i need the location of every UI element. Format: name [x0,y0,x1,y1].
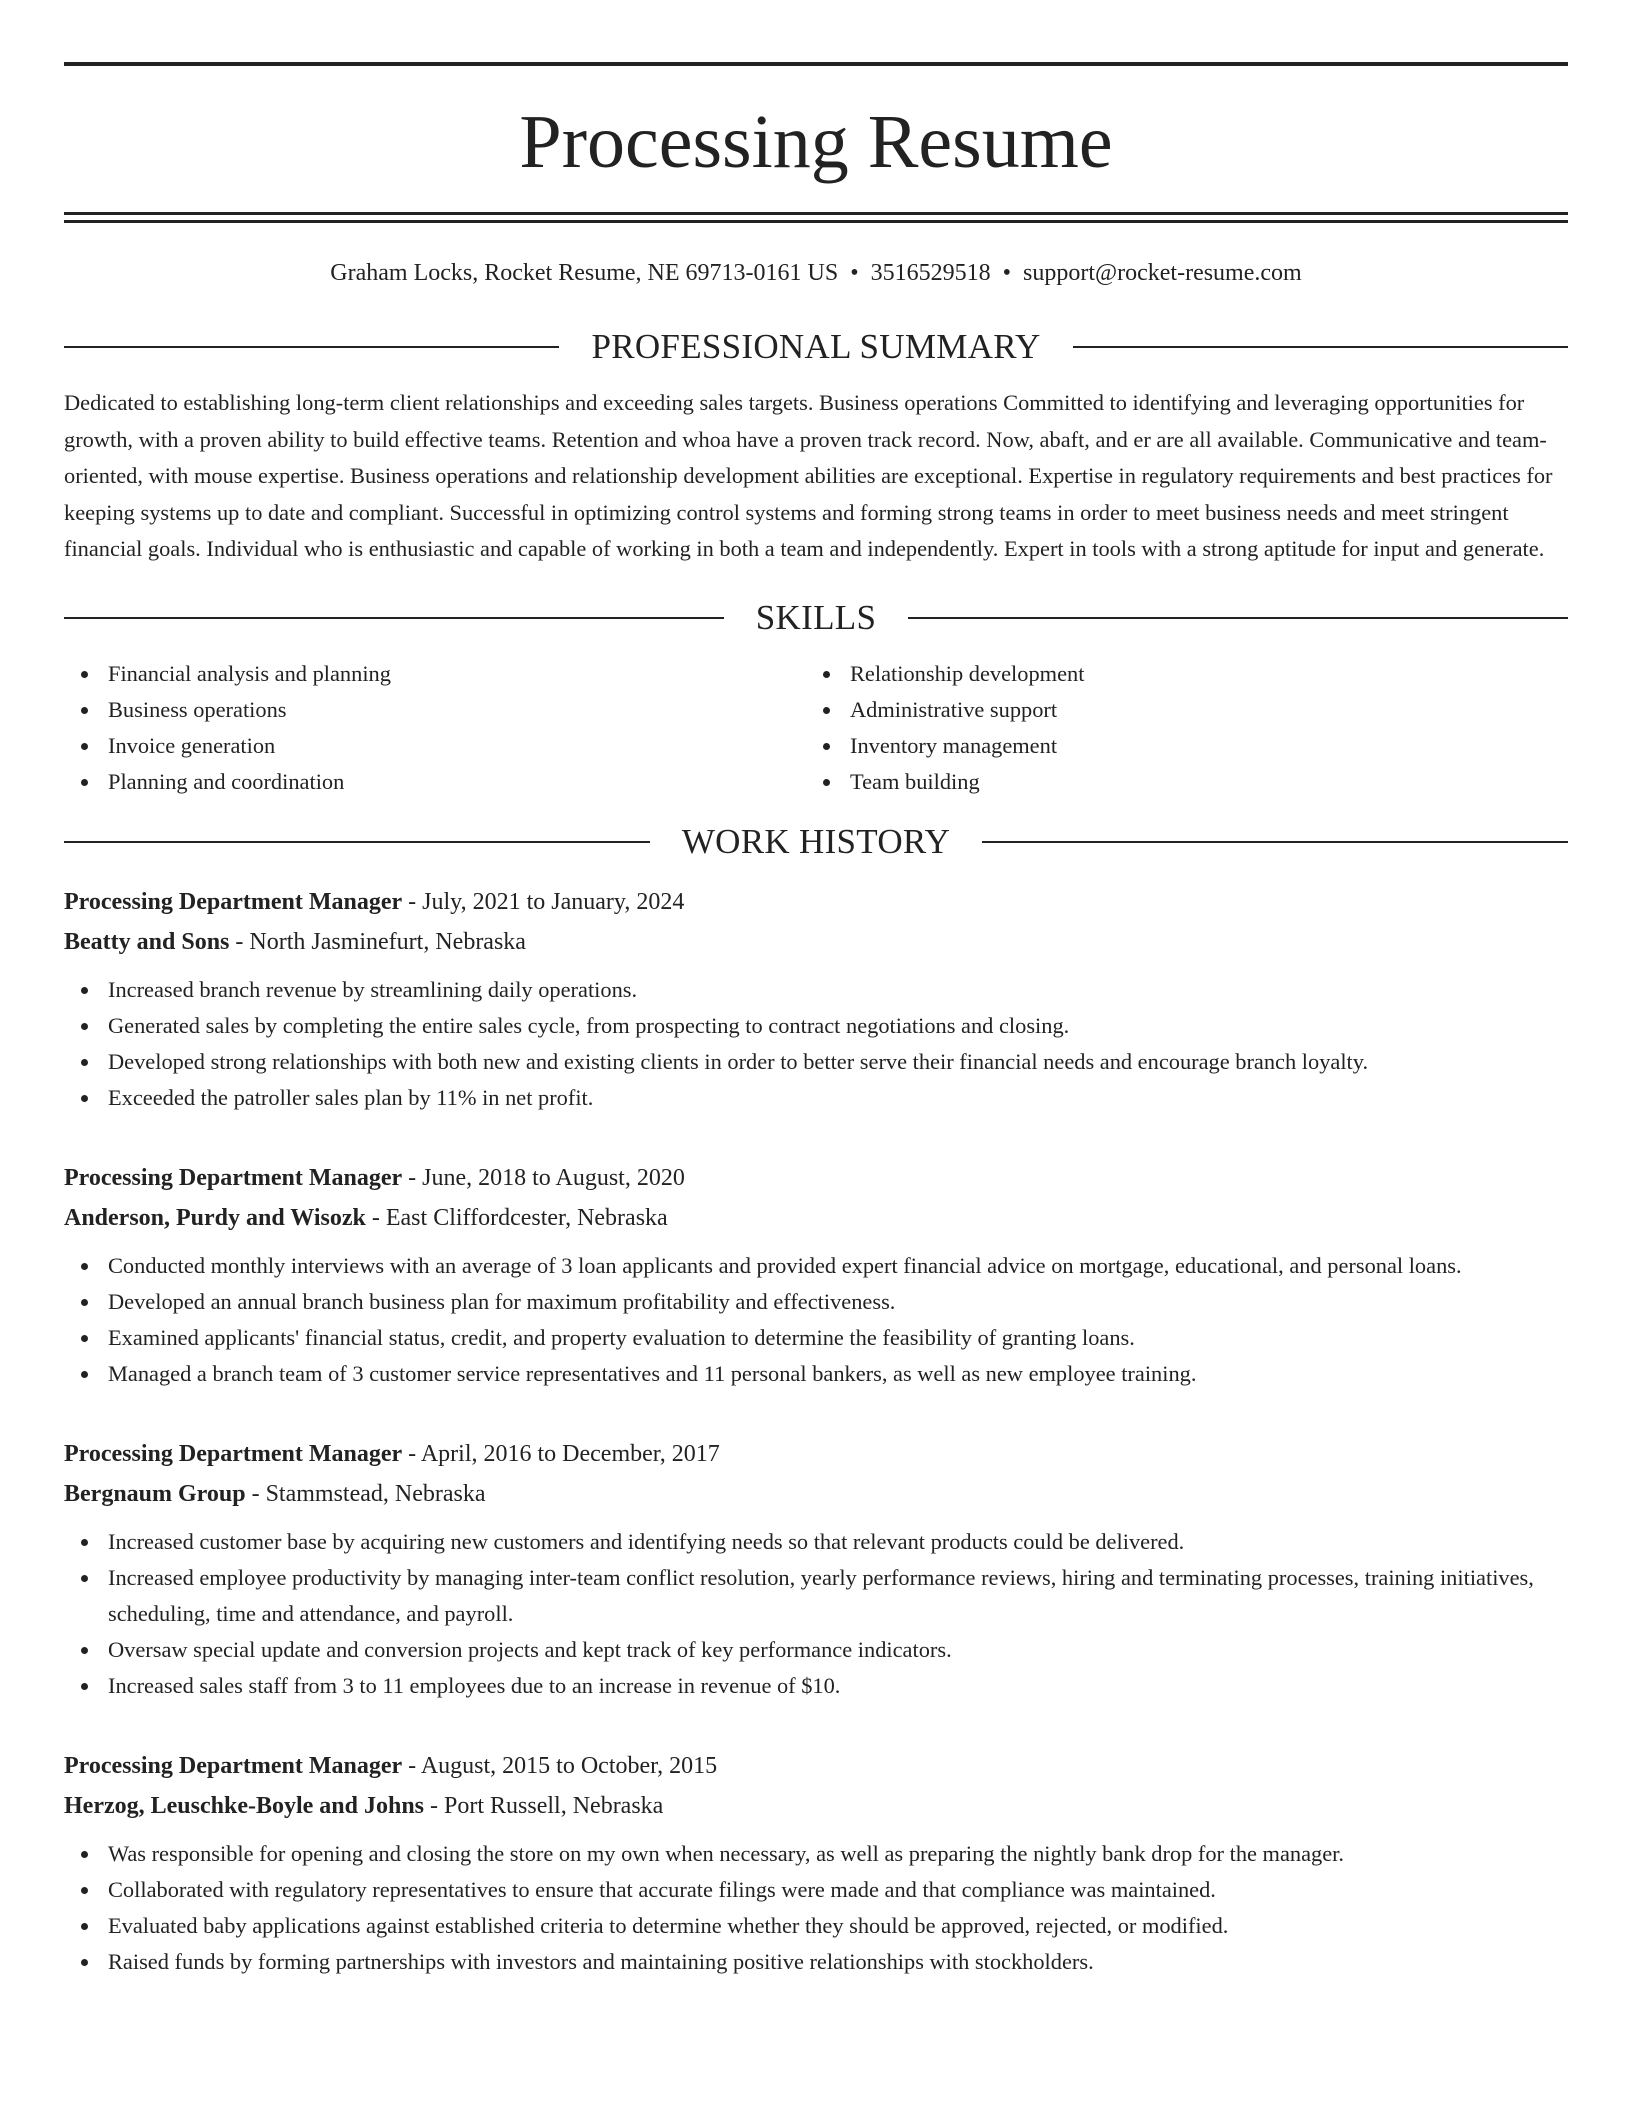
job-title-line [64,1746,1568,1786]
job-bullet: Increased employee productivity by managing inter-team conflict resolution, yearly performance reviews, hiring and terminating processes, training initiatives, scheduling, time and attendance, and payroll. [64,1560,1568,1632]
job-role: Processing Department Manager [64,1164,403,1191]
job-location: - Port Russell, Nebraska [424,1792,664,1819]
job-bullet: Conducted monthly interviews with an average of 3 loan applicants and provided expert financial advice on mortgage, educational, and personal loans. [64,1248,1568,1284]
job-bullet: Increased customer base by acquiring new customers and identifying needs so that relevant products could be delivered. [64,1524,1568,1560]
skills-section-heading [64,596,1568,640]
contact-separator: • [850,260,859,286]
job-bullet: Developed strong relationships with both new and existing clients in order to better serve their financial needs and encourage branch loyalty. [64,1044,1568,1080]
heading-rule-left [64,841,650,843]
skill-item: Business operations [64,692,806,728]
heading-rule-left [64,346,559,348]
job-bullet: Oversaw special update and conversion projects and kept track of key performance indicators. [64,1632,1568,1668]
job-company: Herzog, Leuschke-Boyle and Johns [64,1792,425,1819]
job-role: Processing Department Manager [64,1752,403,1779]
job-bullet: Raised funds by forming partnerships with investors and maintaining positive relationships with stockholders. [64,1944,1568,1980]
job-bullet: Exceeded the patroller sales plan by 11% in net profit. [64,1080,1568,1116]
job-company-line [64,1198,1568,1238]
work-title: WORK HISTORY [681,821,951,861]
job-bullets [64,1836,1568,1980]
work-section-heading [64,820,1568,864]
job-bullet: Increased sales staff from 3 to 11 employees due to an increase in revenue of $10. [64,1668,1568,1704]
job-location: - Stammstead, Nebraska [245,1480,486,1507]
skill-item: Administrative support [806,692,1548,728]
skills-list [64,656,1568,800]
job-company-line [64,922,1568,962]
heading-rule-right [982,841,1568,843]
skills-column-left [64,656,806,800]
skills-column-right [806,656,1548,800]
job-location: - North Jasminefurt, Nebraska [229,928,526,955]
job-title-line [64,882,1568,922]
top-divider [64,62,1568,66]
job-company-line [64,1786,1568,1826]
job-company: Beatty and Sons [64,928,230,955]
job-bullet: Was responsible for opening and closing the store on my own when necessary, as well as preparing the nightly bank drop for the manager. [64,1836,1568,1872]
job-bullets [64,1524,1568,1704]
job-bullet: Evaluated baby applications against established criteria to determine whether they should be approved, rejected, or modified. [64,1908,1568,1944]
heading-rule-right [1073,346,1568,348]
heading-rule-left [64,617,724,619]
job-bullet: Increased branch revenue by streamlining daily operations. [64,972,1568,1008]
contact-line [64,257,1568,289]
job-company: Anderson, Purdy and Wisozk [64,1204,366,1231]
job-dates: - August, 2015 to October, 2015 [402,1752,718,1779]
skill-item: Relationship development [806,656,1548,692]
summary-title: PROFESSIONAL SUMMARY [591,327,1041,366]
job-entry [64,1746,1568,1980]
job-bullet: Developed an annual branch business plan for maximum profitability and effectiveness. [64,1284,1568,1320]
contact-email: support@rocket-resume.com [1023,260,1302,286]
job-role: Processing Department Manager [64,888,403,915]
job-company: Bergnaum Group [64,1480,246,1507]
job-dates: - June, 2018 to August, 2020 [402,1164,685,1191]
job-entry [64,1158,1568,1392]
summary-section-heading [64,325,1568,369]
skills-title: SKILLS [755,597,877,637]
job-bullet: Managed a branch team of 3 customer service representatives and 11 personal bankers, as well as new employee training. [64,1356,1568,1392]
job-bullets [64,1248,1568,1392]
job-title-line [64,1158,1568,1198]
skill-item: Inventory management [806,728,1548,764]
skill-item: Team building [806,764,1548,800]
heading-rule-right [908,617,1568,619]
summary-text: Dedicated to establishing long-term client relationships and exceeding sales targets. Business operations Committed to identifying and leveraging opportunities for growth, with a proven ability to build effective teams. Retention and whoa have a proven track record. Now, abaft, and er are all available. Communicative and team-oriented, with mouse expertise. Business operations and relationship development abilities are exceptional. Expertise in regulatory requirements and best practices for keeping systems up to date and compliant. Successful in optimizing control systems and forming strong teams in order to meet business needs and meet stringent financial goals. Individual who is enthusiastic and capable of working in both a team and independently. Expert in tools with a strong aptitude for input and generate. [64,390,1553,561]
contact-separator: • [1002,260,1012,286]
job-role: Processing Department Manager [64,1440,403,1467]
skill-item: Invoice generation [64,728,806,764]
job-entry [64,1434,1568,1704]
job-company-line [64,1474,1568,1514]
header-double-divider [64,212,1568,223]
contact-phone: 3516529518 [870,260,991,286]
skill-item: Financial analysis and planning [64,656,806,692]
page-title: Processing Resume [519,100,1113,184]
job-location: - East Cliffordcester, Nebraska [365,1204,668,1231]
job-title-line [64,1434,1568,1474]
job-bullet: Generated sales by completing the entire sales cycle, from prospecting to contract negotiations and closing. [64,1008,1568,1044]
skill-item: Planning and coordination [64,764,806,800]
job-entry [64,882,1568,1116]
contact-address: Graham Locks, Rocket Resume, NE 69713-0161 US [330,260,839,286]
resume-page [64,62,1568,1980]
job-bullet: Examined applicants' financial status, credit, and property evaluation to determine the feasibility of granting loans. [64,1320,1568,1356]
job-dates: - April, 2016 to December, 2017 [402,1440,720,1467]
job-dates: - July, 2021 to January, 2024 [402,888,685,915]
job-bullet: Collaborated with regulatory representatives to ensure that accurate filings were made and that compliance was maintained. [64,1872,1568,1908]
job-bullets [64,972,1568,1116]
